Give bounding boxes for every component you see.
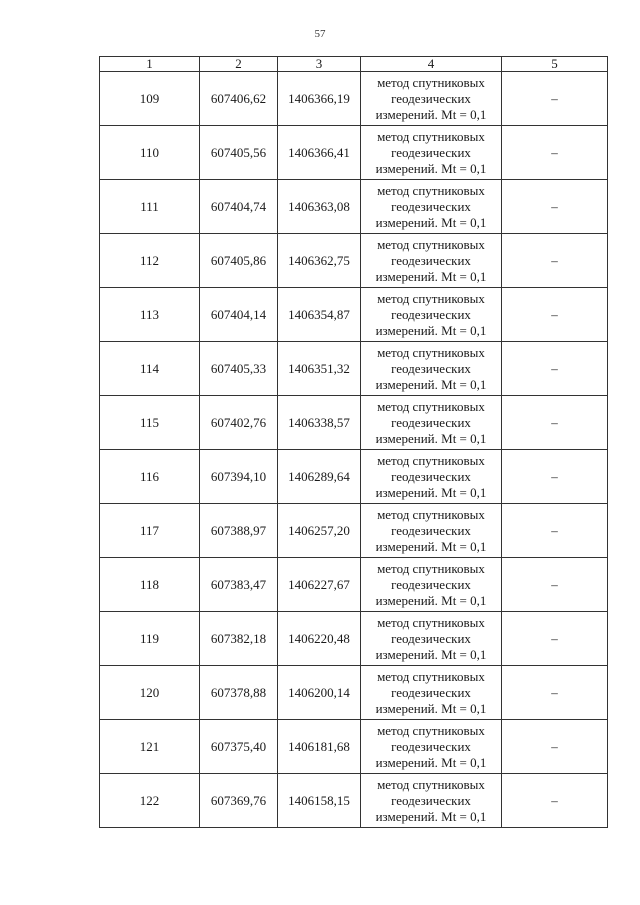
column-header: 3 (278, 57, 361, 72)
y-coordinate-cell: 1406220,48 (278, 612, 361, 666)
note-cell: – (502, 450, 608, 504)
table-row (100, 396, 608, 450)
page-number: 57 (314, 28, 326, 40)
method-text-line: измерений. Mt = 0,1 (375, 538, 487, 554)
table-row (100, 288, 608, 342)
y-coordinate-cell: 1406257,20 (278, 504, 361, 558)
table-header-row (100, 57, 608, 72)
method-text-line: метод спутниковых (377, 182, 485, 198)
x-coordinate-cell: 607405,56 (200, 126, 278, 180)
table-row (100, 558, 608, 612)
note-cell: – (502, 720, 608, 774)
point-number-cell: 111 (100, 180, 200, 234)
method-text-line: измерений. Mt = 0,1 (375, 592, 487, 608)
y-coordinate-cell: 1406366,19 (278, 72, 361, 126)
method-cell (361, 504, 502, 558)
method-text-line: измерений. Mt = 0,1 (375, 214, 487, 230)
table-row (100, 720, 608, 774)
method-cell (361, 288, 502, 342)
method-text-line: измерений. Mt = 0,1 (375, 700, 487, 716)
method-text-line: метод спутниковых (377, 290, 485, 306)
method-text-line: измерений. Mt = 0,1 (375, 808, 487, 824)
method-text-line: геодезических (391, 90, 471, 106)
column-header: 2 (200, 57, 278, 72)
method-text-line: геодезических (391, 630, 471, 646)
note-cell: – (502, 72, 608, 126)
table-row (100, 504, 608, 558)
note-cell: – (502, 234, 608, 288)
method-text-line: метод спутниковых (377, 722, 485, 738)
method-text-line: метод спутниковых (377, 776, 485, 792)
point-number-cell: 112 (100, 234, 200, 288)
table-row (100, 126, 608, 180)
method-cell (361, 72, 502, 126)
column-header: 5 (502, 57, 608, 72)
x-coordinate-cell: 607378,88 (200, 666, 278, 720)
method-text-line: измерений. Mt = 0,1 (375, 646, 487, 662)
method-text-line: метод спутниковых (377, 614, 485, 630)
method-text-line: измерений. Mt = 0,1 (375, 322, 487, 338)
point-number-cell: 122 (100, 774, 200, 828)
method-text-line: геодезических (391, 792, 471, 808)
column-header: 1 (100, 57, 200, 72)
y-coordinate-cell: 1406158,15 (278, 774, 361, 828)
method-text-line: метод спутниковых (377, 236, 485, 252)
point-number-cell: 119 (100, 612, 200, 666)
method-text-line: измерений. Mt = 0,1 (375, 106, 487, 122)
column-header: 4 (361, 57, 502, 72)
y-coordinate-cell: 1406363,08 (278, 180, 361, 234)
method-text-line: измерений. Mt = 0,1 (375, 268, 487, 284)
table-row (100, 72, 608, 126)
note-cell: – (502, 612, 608, 666)
note-cell: – (502, 288, 608, 342)
method-cell (361, 450, 502, 504)
y-coordinate-cell: 1406181,68 (278, 720, 361, 774)
note-cell: – (502, 774, 608, 828)
method-text-line: измерений. Mt = 0,1 (375, 430, 487, 446)
method-text-line: геодезических (391, 684, 471, 700)
x-coordinate-cell: 607388,97 (200, 504, 278, 558)
method-text-line: метод спутниковых (377, 128, 485, 144)
table-row (100, 180, 608, 234)
table-row (100, 612, 608, 666)
method-text-line: метод спутниковых (377, 668, 485, 684)
table-row (100, 774, 608, 828)
x-coordinate-cell: 607406,62 (200, 72, 278, 126)
method-text-line: метод спутниковых (377, 398, 485, 414)
point-number-cell: 113 (100, 288, 200, 342)
y-coordinate-cell: 1406366,41 (278, 126, 361, 180)
method-cell (361, 720, 502, 774)
x-coordinate-cell: 607405,33 (200, 342, 278, 396)
method-text-line: измерений. Mt = 0,1 (375, 376, 487, 392)
method-text-line: геодезических (391, 306, 471, 322)
x-coordinate-cell: 607382,18 (200, 612, 278, 666)
y-coordinate-cell: 1406338,57 (278, 396, 361, 450)
method-cell (361, 234, 502, 288)
point-number-cell: 121 (100, 720, 200, 774)
method-text-line: геодезических (391, 738, 471, 754)
point-number-cell: 109 (100, 72, 200, 126)
y-coordinate-cell: 1406354,87 (278, 288, 361, 342)
y-coordinate-cell: 1406362,75 (278, 234, 361, 288)
note-cell: – (502, 126, 608, 180)
method-cell (361, 666, 502, 720)
table-row (100, 450, 608, 504)
method-text-line: геодезических (391, 144, 471, 160)
note-cell: – (502, 180, 608, 234)
point-number-cell: 117 (100, 504, 200, 558)
method-text-line: измерений. Mt = 0,1 (375, 484, 487, 500)
method-text-line: измерений. Mt = 0,1 (375, 754, 487, 770)
note-cell: – (502, 666, 608, 720)
method-text-line: метод спутниковых (377, 506, 485, 522)
point-number-cell: 110 (100, 126, 200, 180)
method-cell (361, 774, 502, 828)
method-text-line: метод спутниковых (377, 344, 485, 360)
point-number-cell: 120 (100, 666, 200, 720)
coordinates-table (99, 56, 608, 828)
method-text-line: геодезических (391, 414, 471, 430)
x-coordinate-cell: 607383,47 (200, 558, 278, 612)
method-text-line: геодезических (391, 522, 471, 538)
x-coordinate-cell: 607394,10 (200, 450, 278, 504)
point-number-cell: 118 (100, 558, 200, 612)
y-coordinate-cell: 1406289,64 (278, 450, 361, 504)
method-text-line: геодезических (391, 576, 471, 592)
method-text-line: метод спутниковых (377, 560, 485, 576)
method-text-line: измерений. Mt = 0,1 (375, 160, 487, 176)
table-row (100, 666, 608, 720)
x-coordinate-cell: 607404,14 (200, 288, 278, 342)
y-coordinate-cell: 1406351,32 (278, 342, 361, 396)
note-cell: – (502, 558, 608, 612)
table-row (100, 342, 608, 396)
x-coordinate-cell: 607375,40 (200, 720, 278, 774)
method-text-line: метод спутниковых (377, 452, 485, 468)
method-cell (361, 180, 502, 234)
method-cell (361, 396, 502, 450)
x-coordinate-cell: 607369,76 (200, 774, 278, 828)
y-coordinate-cell: 1406200,14 (278, 666, 361, 720)
method-cell (361, 612, 502, 666)
method-text-line: геодезических (391, 468, 471, 484)
note-cell: – (502, 504, 608, 558)
point-number-cell: 114 (100, 342, 200, 396)
method-cell (361, 558, 502, 612)
point-number-cell: 115 (100, 396, 200, 450)
method-text-line: геодезических (391, 360, 471, 376)
x-coordinate-cell: 607404,74 (200, 180, 278, 234)
x-coordinate-cell: 607405,86 (200, 234, 278, 288)
method-text-line: метод спутниковых (377, 74, 485, 90)
method-text-line: геодезических (391, 252, 471, 268)
table-row (100, 234, 608, 288)
method-cell (361, 126, 502, 180)
method-text-line: геодезических (391, 198, 471, 214)
method-cell (361, 342, 502, 396)
x-coordinate-cell: 607402,76 (200, 396, 278, 450)
y-coordinate-cell: 1406227,67 (278, 558, 361, 612)
note-cell: – (502, 396, 608, 450)
point-number-cell: 116 (100, 450, 200, 504)
note-cell: – (502, 342, 608, 396)
